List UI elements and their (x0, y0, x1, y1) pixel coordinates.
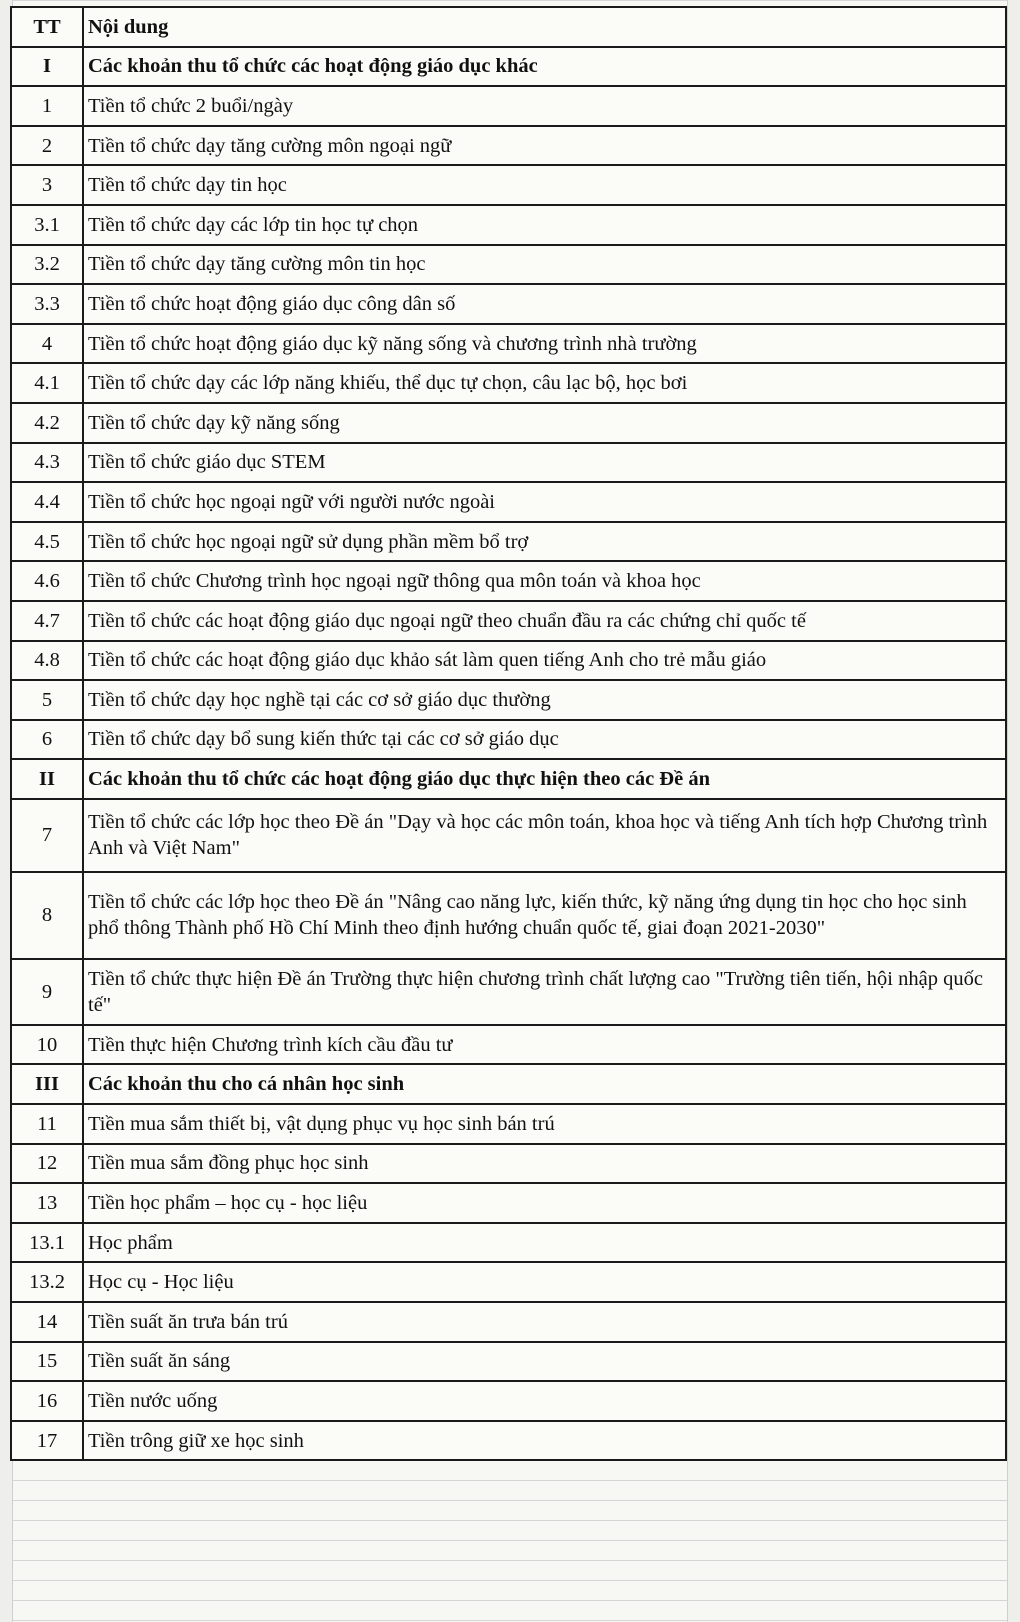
cell-tt[interactable]: 5 (11, 680, 83, 720)
cell-content[interactable]: Tiền tổ chức các lớp học theo Đề án "Nâng cao năng lực, kiến thức, kỹ năng ứng dụng tin học cho học sinh phổ thông Thành phố Hồ Chí Minh theo định hướng chuẩn quốc tế, giai đoạn 2021-2030" (83, 872, 1006, 959)
cell-tt[interactable]: 1 (11, 86, 83, 126)
cell-content[interactable]: Các khoản thu tổ chức các hoạt động giáo dục khác (83, 47, 1006, 87)
cell-content[interactable]: Tiền tổ chức các lớp học theo Đề án "Dạy và học các môn toán, khoa học và tiếng Anh tích hợp Chương trình Anh và Việt Nam" (83, 799, 1006, 872)
cell-tt[interactable]: 4.7 (11, 601, 83, 641)
table-row (11, 872, 1006, 959)
section-row (11, 759, 1006, 799)
cell-tt[interactable]: 4.3 (11, 443, 83, 483)
table-row (11, 1144, 1006, 1184)
table-row (11, 363, 1006, 403)
table-row (11, 561, 1006, 601)
cell-content[interactable]: Tiền tổ chức dạy các lớp tin học tự chọn (83, 205, 1006, 245)
table-row (11, 1302, 1006, 1342)
table-row (11, 245, 1006, 285)
cell-tt[interactable]: 6 (11, 720, 83, 760)
table-row (11, 1223, 1006, 1263)
cell-content[interactable]: Tiền tổ chức dạy bổ sung kiến thức tại các cơ sở giáo dục (83, 720, 1006, 760)
table-row (11, 1025, 1006, 1065)
cell-tt[interactable]: 3.3 (11, 284, 83, 324)
cell-tt[interactable]: II (11, 759, 83, 799)
cell-content[interactable]: Tiền tổ chức hoạt động giáo dục công dân số (83, 284, 1006, 324)
fee-table (10, 6, 1007, 1461)
cell-tt[interactable]: 4.8 (11, 641, 83, 681)
cell-tt[interactable]: 16 (11, 1381, 83, 1421)
table-row (11, 324, 1006, 364)
table-row (11, 1183, 1006, 1223)
table-row (11, 165, 1006, 205)
cell-content[interactable]: Tiền tổ chức 2 buổi/ngày (83, 86, 1006, 126)
cell-content[interactable]: Tiền tổ chức dạy tin học (83, 165, 1006, 205)
fee-table-body (11, 7, 1006, 1460)
table-row (11, 959, 1006, 1025)
cell-content[interactable]: Tiền nước uống (83, 1381, 1006, 1421)
cell-tt[interactable]: 4.4 (11, 482, 83, 522)
table-row (11, 680, 1006, 720)
table-row (11, 799, 1006, 872)
section-row (11, 1064, 1006, 1104)
cell-content[interactable]: Các khoản thu cho cá nhân học sinh (83, 1064, 1006, 1104)
cell-tt[interactable]: 4.2 (11, 403, 83, 443)
header-cell-content[interactable]: Nội dung (83, 7, 1006, 47)
cell-tt[interactable]: 4.6 (11, 561, 83, 601)
cell-tt[interactable]: 12 (11, 1144, 83, 1184)
cell-content[interactable]: Các khoản thu tổ chức các hoạt động giáo dục thực hiện theo các Đề án (83, 759, 1006, 799)
cell-tt[interactable]: 3.2 (11, 245, 83, 285)
cell-tt[interactable]: 11 (11, 1104, 83, 1144)
cell-content[interactable]: Tiền mua sắm đồng phục học sinh (83, 1144, 1006, 1184)
cell-tt[interactable]: 13.2 (11, 1262, 83, 1302)
table-row (11, 1342, 1006, 1382)
table-row (11, 601, 1006, 641)
table-row (11, 1104, 1006, 1144)
cell-content[interactable]: Học cụ - Học liệu (83, 1262, 1006, 1302)
cell-content[interactable]: Tiền tổ chức Chương trình học ngoại ngữ thông qua môn toán và khoa học (83, 561, 1006, 601)
cell-content[interactable]: Tiền trông giữ xe học sinh (83, 1421, 1006, 1461)
cell-tt[interactable]: 17 (11, 1421, 83, 1461)
table-row (11, 403, 1006, 443)
table-row (11, 1381, 1006, 1421)
cell-tt[interactable]: 15 (11, 1342, 83, 1382)
section-row (11, 47, 1006, 87)
table-row (11, 1262, 1006, 1302)
cell-content[interactable]: Tiền tổ chức học ngoại ngữ sử dụng phần mềm bổ trợ (83, 522, 1006, 562)
table-row (11, 126, 1006, 166)
cell-content[interactable]: Tiền tổ chức học ngoại ngữ với người nước ngoài (83, 482, 1006, 522)
cell-content[interactable]: Tiền suất ăn trưa bán trú (83, 1302, 1006, 1342)
table-row (11, 482, 1006, 522)
cell-content[interactable]: Tiền mua sắm thiết bị, vật dụng phục vụ học sinh bán trú (83, 1104, 1006, 1144)
cell-tt[interactable]: 10 (11, 1025, 83, 1065)
cell-content[interactable]: Tiền thực hiện Chương trình kích cầu đầu tư (83, 1025, 1006, 1065)
table-row (11, 1421, 1006, 1461)
cell-tt[interactable]: 3 (11, 165, 83, 205)
cell-tt[interactable]: 8 (11, 872, 83, 959)
cell-content[interactable]: Tiền suất ăn sáng (83, 1342, 1006, 1382)
cell-tt[interactable]: 2 (11, 126, 83, 166)
cell-tt[interactable]: 13.1 (11, 1223, 83, 1263)
table-row (11, 641, 1006, 681)
cell-content[interactable]: Học phẩm (83, 1223, 1006, 1263)
table-header-row (11, 7, 1006, 47)
sheet-right-margin (1007, 0, 1020, 1622)
fee-table-container (10, 6, 1007, 1461)
cell-content[interactable]: Tiền tổ chức dạy tăng cường môn tin học (83, 245, 1006, 285)
table-row (11, 284, 1006, 324)
cell-content[interactable]: Tiền tổ chức hoạt động giáo dục kỹ năng sống và chương trình nhà trường (83, 324, 1006, 364)
cell-tt[interactable]: III (11, 1064, 83, 1104)
cell-content[interactable]: Tiền tổ chức dạy kỹ năng sống (83, 403, 1006, 443)
cell-tt[interactable]: I (11, 47, 83, 87)
table-row (11, 522, 1006, 562)
cell-content[interactable]: Tiền tổ chức dạy các lớp năng khiếu, thể dục tự chọn, câu lạc bộ, học bơi (83, 363, 1006, 403)
cell-content[interactable]: Tiền tổ chức giáo dục STEM (83, 443, 1006, 483)
cell-tt[interactable]: 14 (11, 1302, 83, 1342)
cell-tt[interactable]: 4.1 (11, 363, 83, 403)
cell-tt[interactable]: 4.5 (11, 522, 83, 562)
cell-content[interactable]: Tiền tổ chức dạy học nghề tại các cơ sở giáo dục thường (83, 680, 1006, 720)
table-row (11, 720, 1006, 760)
cell-tt[interactable]: 9 (11, 959, 83, 1025)
cell-content[interactable]: Tiền tổ chức các hoạt động giáo dục ngoại ngữ theo chuẩn đầu ra các chứng chỉ quốc tế (83, 601, 1006, 641)
header-cell-tt[interactable]: TT (11, 7, 83, 47)
cell-content[interactable]: Tiền tổ chức dạy tăng cường môn ngoại ngữ (83, 126, 1006, 166)
table-row (11, 205, 1006, 245)
cell-tt[interactable]: 4 (11, 324, 83, 364)
cell-tt[interactable]: 13 (11, 1183, 83, 1223)
cell-tt[interactable]: 7 (11, 799, 83, 872)
cell-content[interactable]: Tiền tổ chức thực hiện Đề án Trường thực hiện chương trình chất lượng cao "Trường tiên tiến, hội nhập quốc tế" (83, 959, 1006, 1025)
table-row (11, 86, 1006, 126)
cell-content[interactable]: Tiền học phẩm – học cụ - học liệu (83, 1183, 1006, 1223)
table-row (11, 443, 1006, 483)
cell-content[interactable]: Tiền tổ chức các hoạt động giáo dục khảo sát làm quen tiếng Anh cho trẻ mẫu giáo (83, 641, 1006, 681)
cell-tt[interactable]: 3.1 (11, 205, 83, 245)
